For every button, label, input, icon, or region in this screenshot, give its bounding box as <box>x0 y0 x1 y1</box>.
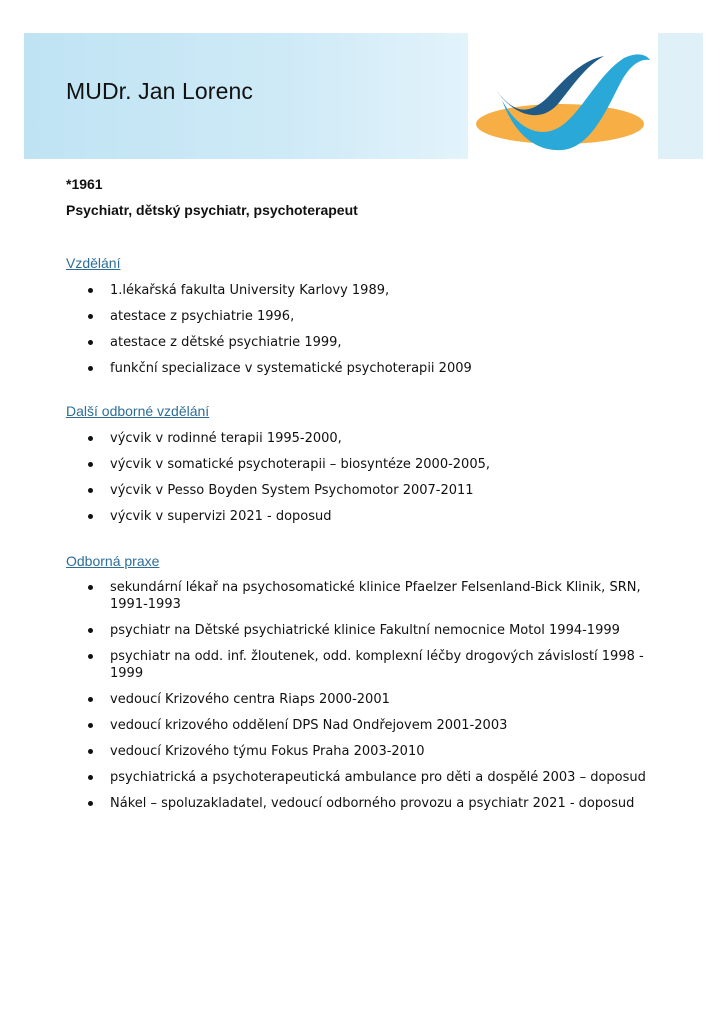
doctor-name: MUDr. Jan Lorenc <box>66 78 253 104</box>
list-item: atestace z psychiatrie 1996, <box>88 308 663 325</box>
list-item: výcvik v rodinné terapii 1995-2000, <box>88 430 663 447</box>
wave-logo-icon <box>474 44 654 158</box>
list-item: 1.lékařská fakulta University Karlovy 1989, <box>88 282 663 299</box>
practice-heading: Odborná praxe <box>66 553 160 569</box>
list-item: vedoucí Krizového týmu Fokus Praha 2003-2010 <box>88 743 663 760</box>
profession-title: Psychiatr, dětský psychiatr, psychoterapeut <box>66 202 358 218</box>
practice-list <box>88 579 663 821</box>
header-accent-block <box>658 33 703 159</box>
education-heading: Vzdělání <box>66 255 121 271</box>
list-item: psychiatrická a psychoterapeutická ambulance pro děti a dospělé 2003 – doposud <box>88 769 663 786</box>
education-list <box>88 282 663 386</box>
list-item: výcvik v Pesso Boyden System Psychomotor 2007-2011 <box>88 482 663 499</box>
list-item: atestace z dětské psychiatrie 1999, <box>88 334 663 351</box>
list-item: vedoucí krizového oddělení DPS Nad Ondřejovem 2001-2003 <box>88 717 663 734</box>
list-item: výcvik v somatické psychoterapii – biosyntéze 2000-2005, <box>88 456 663 473</box>
list-item: psychiatr na odd. inf. žloutenek, odd. komplexní léčby drogových závislostí 1998 - 1999 <box>88 648 663 682</box>
further-education-heading: Další odborné vzdělání <box>66 403 210 419</box>
list-item: Nákel – spoluzakladatel, vedoucí odborného provozu a psychiatr 2021 - doposud <box>88 795 663 812</box>
list-item: výcvik v supervizi 2021 - doposud <box>88 508 663 525</box>
list-item: psychiatr na Dětské psychiatrické klinice Fakultní nemocnice Motol 1994-1999 <box>88 622 663 639</box>
birth-year: *1961 <box>66 176 103 192</box>
list-item: funkční specializace v systematické psychoterapii 2009 <box>88 360 663 377</box>
list-item: vedoucí Krizového centra Riaps 2000-2001 <box>88 691 663 708</box>
further-education-list <box>88 430 663 534</box>
list-item: sekundární lékař na psychosomatické klinice Pfaelzer Felsenland-Bick Klinik, SRN, 1991-1993 <box>88 579 663 613</box>
